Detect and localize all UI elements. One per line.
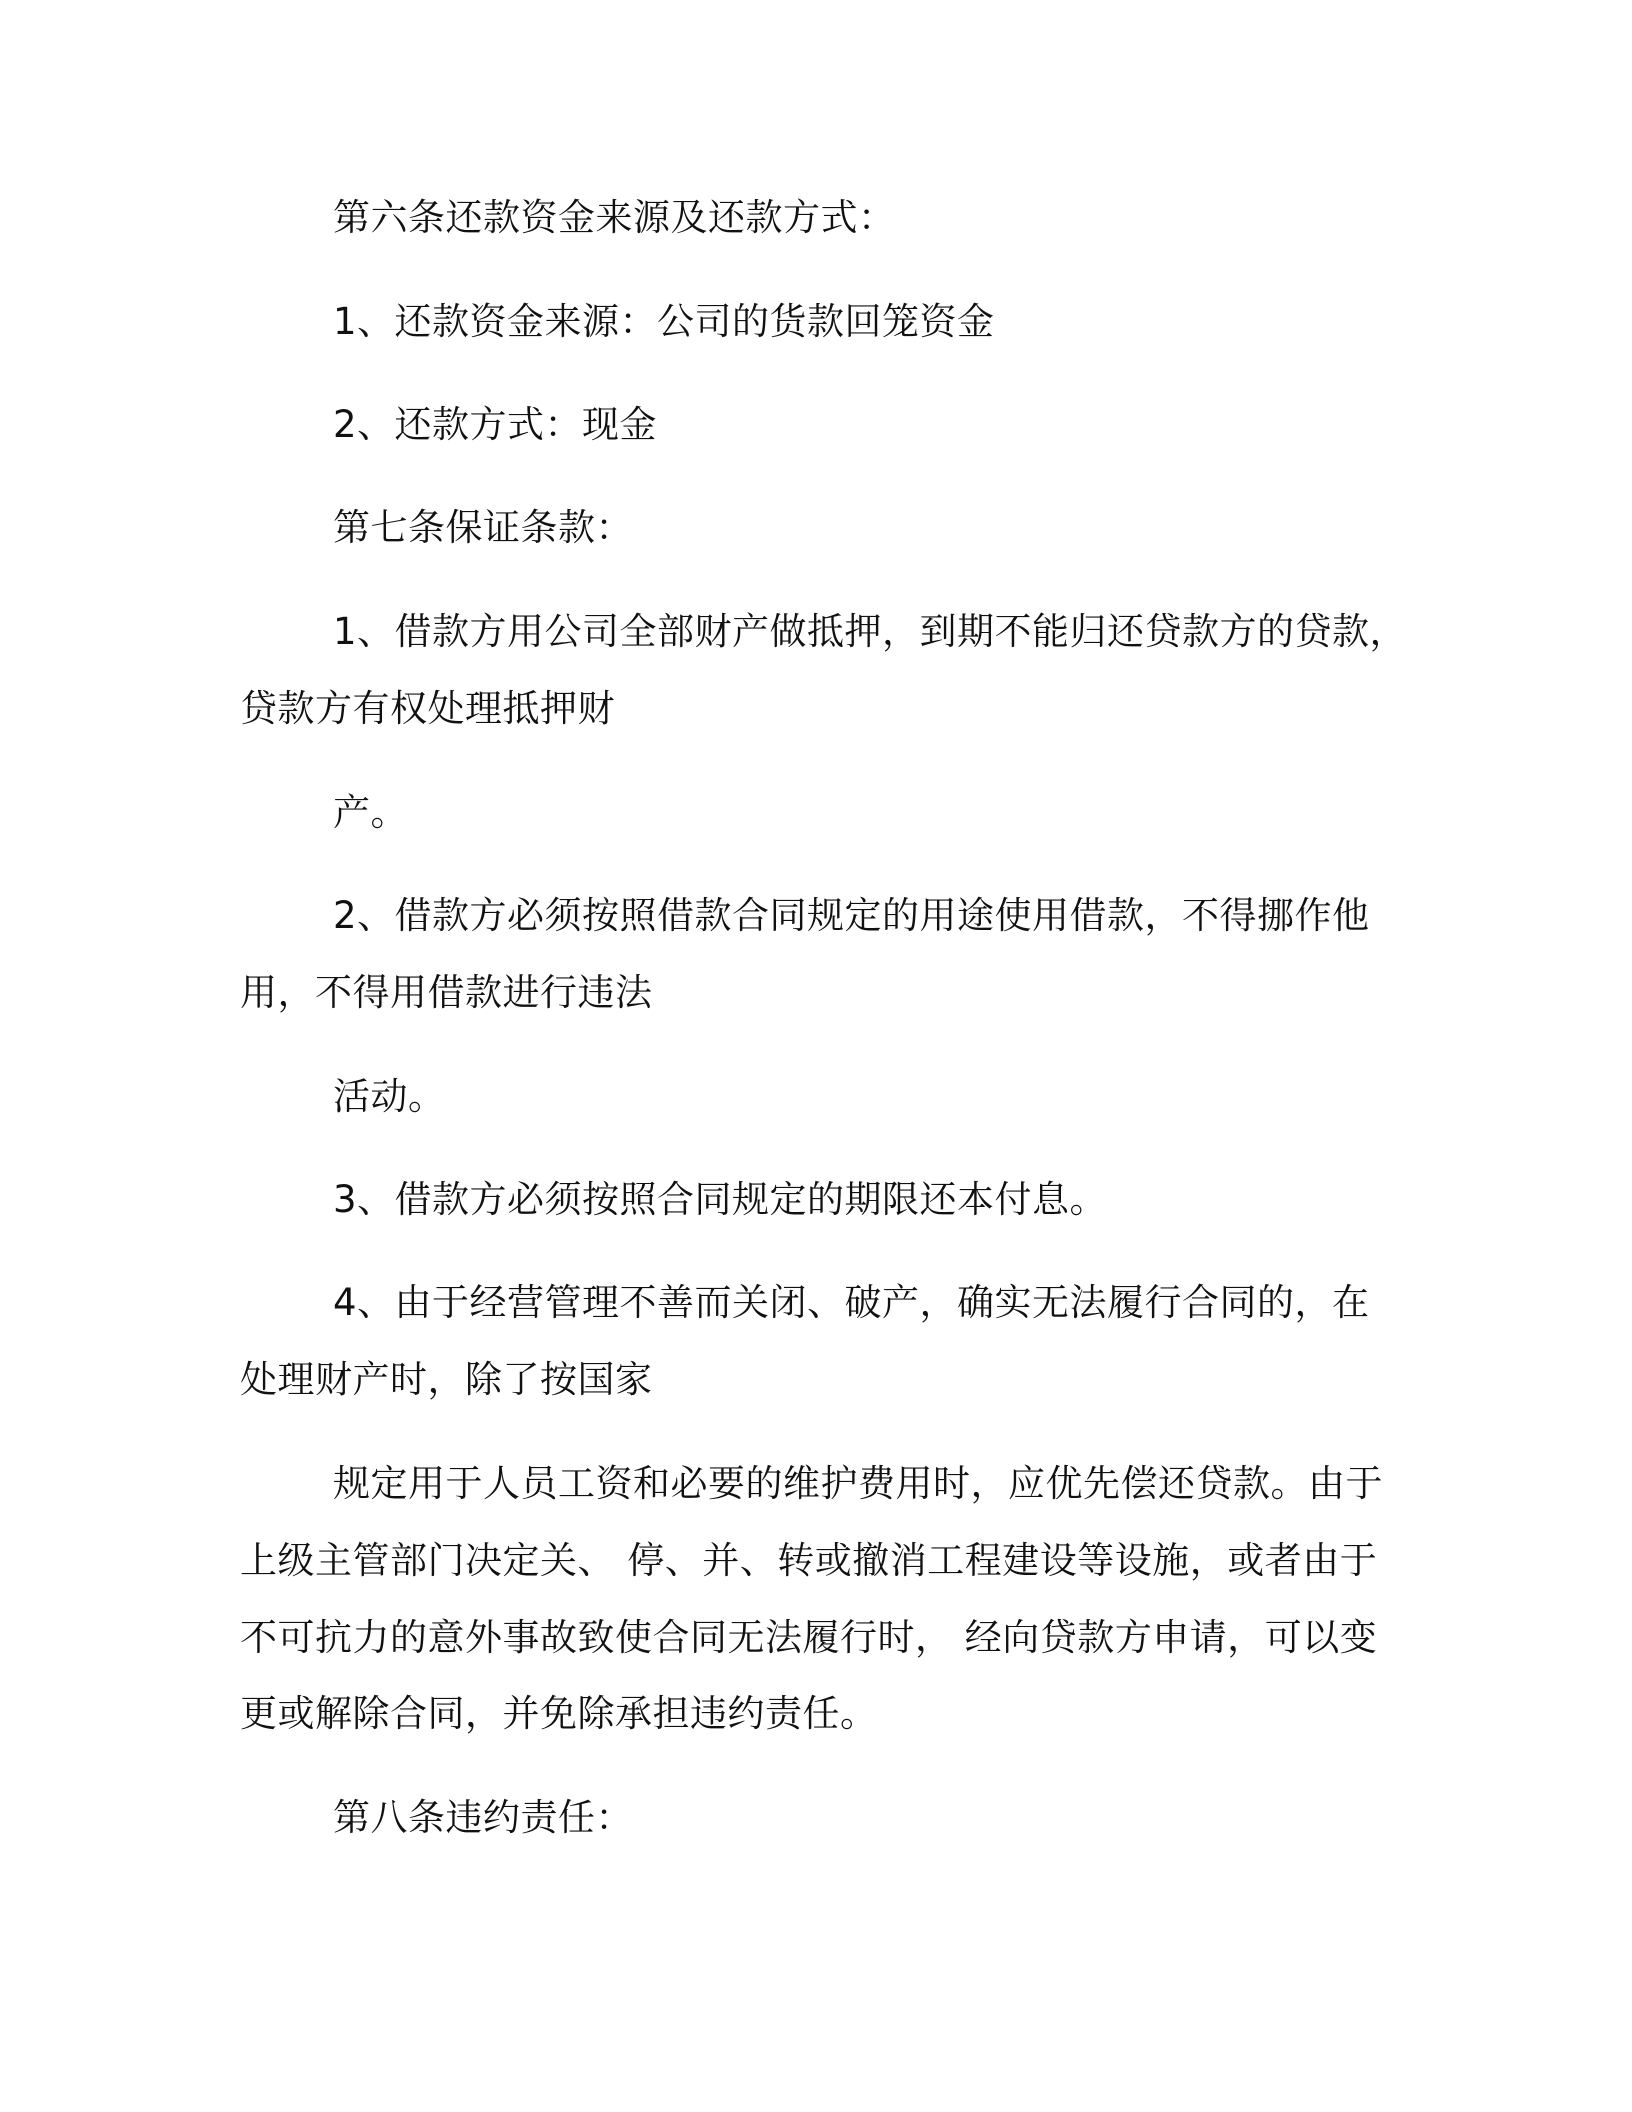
guarantee-clause-1-line-2: 贷款方有权处理抵押财 (240, 687, 615, 730)
guarantee-clause-2-line-3: 活动。 (333, 1075, 446, 1118)
guarantee-clause-2-line-2: 用，不得用借款进行违法 (240, 971, 653, 1014)
paragraph-line-2: 上级主管部门决定关、 停、并、转或撤消工程建设等设施，或者由于 (240, 1539, 1378, 1582)
repayment-source-line: 1、还款资金来源：公司的货款回笼资金 (333, 300, 995, 343)
guarantee-clause-4-line-1: 4、由于经营管理不善而关闭、破产，确实无法履行合同的，在 (333, 1281, 1370, 1324)
paragraph-line-4: 更或解除合同，并免除承担违约责任。 (240, 1692, 878, 1735)
paragraph-line-1: 规定用于人员工资和必要的维护费用时，应优先偿还贷款。由于 (333, 1462, 1383, 1505)
guarantee-clause-2-line-1: 2、借款方必须按照借款合同规定的用途使用借款，不得挪作他 (333, 894, 1370, 937)
repayment-method-line: 2、还款方式：现金 (333, 403, 658, 446)
article-8-heading: 第八条违约责任： (333, 1796, 633, 1839)
guarantee-clause-4-line-2: 处理财产时，除了按国家 (240, 1358, 653, 1401)
article-6-heading: 第六条还款资金来源及还款方式： (333, 196, 896, 239)
guarantee-clause-3-line: 3、借款方必须按照合同规定的期限还本付息。 (333, 1178, 1108, 1221)
guarantee-clause-1-line-1: 1、借款方用公司全部财产做抵押，到期不能归还贷款方的贷款， (333, 610, 1408, 653)
guarantee-clause-1-line-3: 产。 (333, 791, 408, 834)
article-7-heading: 第七条保证条款： (333, 506, 633, 549)
paragraph-line-3: 不可抗力的意外事故致使合同无法履行时， 经向贷款方申请，可以变 (240, 1616, 1378, 1659)
